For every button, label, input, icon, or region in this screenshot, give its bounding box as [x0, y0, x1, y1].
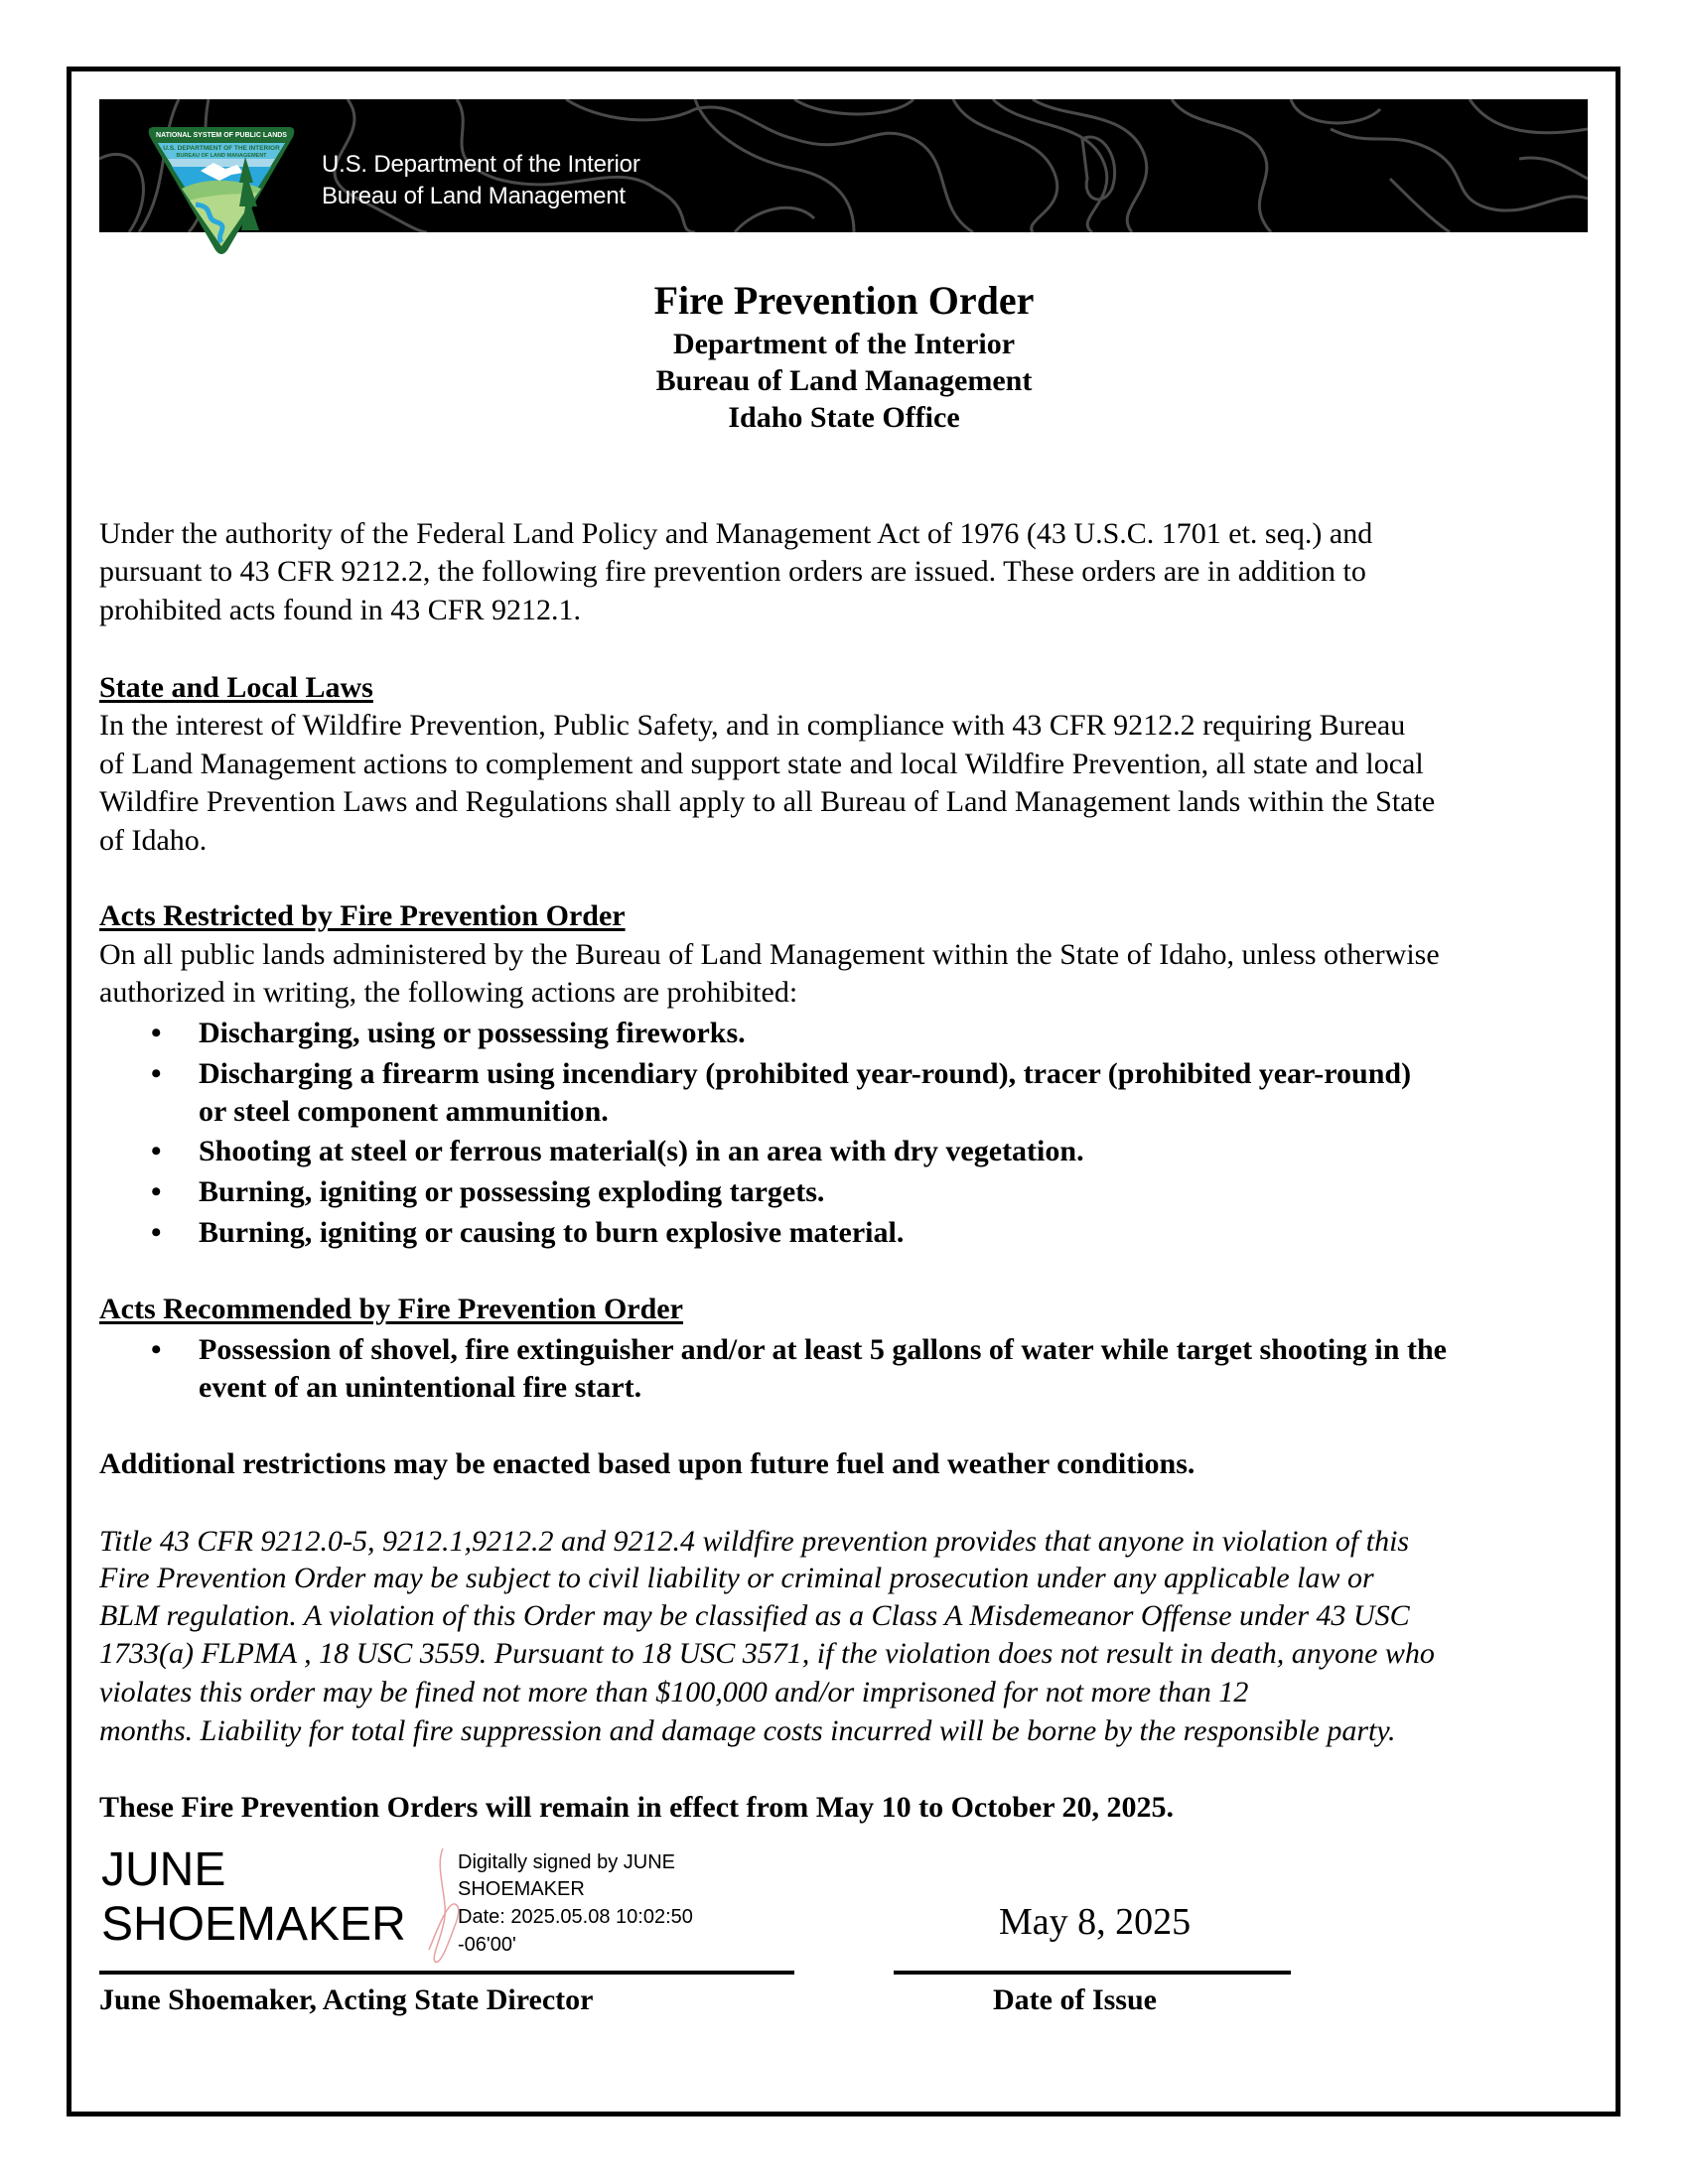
section-heading-state-local: State and Local Laws	[99, 671, 373, 704]
bullet-icon: •	[151, 1135, 162, 1167]
penalty-line: 1733(a) FLPMA , 18 USC 3559. Pursuant to 18 USC 3571, if the violation does not result in death, anyone who	[99, 1637, 1435, 1670]
agency-banner	[99, 99, 1588, 232]
additional-restrictions-note: Additional restrictions may be enacted based upon future fuel and weather conditions.	[99, 1447, 1196, 1480]
banner-bureau-text: Bureau of Land Management	[322, 183, 626, 209]
blm-logo-icon	[146, 123, 297, 257]
digital-signature-line: Digitally signed by JUNE	[458, 1851, 675, 1873]
bullet-icon: •	[151, 1333, 162, 1366]
signature-name-first: JUNE	[101, 1843, 226, 1896]
state-local-line: of Land Management actions to complement and support state and local Wildfire Prevention, all state and local	[99, 748, 1424, 780]
restricted-item: Discharging, using or possessing fireworks.	[199, 1017, 746, 1049]
state-local-line: Wildfire Prevention Laws and Regulations shall apply to all Bureau of Land Management lands within the State	[99, 785, 1436, 818]
recommended-item: Possession of shovel, fire extinguisher and/or at least 5 gallons of water while target shooting in the	[199, 1333, 1447, 1366]
penalty-line: Fire Prevention Order may be subject to civil liability or criminal prosecution under any applicable law or	[99, 1562, 1374, 1594]
date-rule	[894, 1971, 1291, 1975]
section-heading-recommended: Acts Recommended by Fire Prevention Order	[99, 1293, 683, 1325]
intro-line: prohibited acts found in 43 CFR 9212.1.	[99, 594, 581, 626]
digital-signature-timezone: -06'00'	[458, 1934, 516, 1956]
subtitle-department: Department of the Interior	[672, 328, 1016, 360]
bullet-icon: •	[151, 1017, 162, 1049]
document-title: Fire Prevention Order	[653, 278, 1035, 323]
restricted-item-continued: or steel component ammunition.	[199, 1095, 609, 1128]
subtitle-office: Idaho State Office	[728, 401, 960, 434]
restricted-intro-line: authorized in writing, the following actions are prohibited:	[99, 976, 798, 1009]
date-of-issue-value: May 8, 2025	[999, 1901, 1192, 1943]
effective-dates: These Fire Prevention Orders will remain in effect from May 10 to October 20, 2025.	[99, 1791, 1174, 1824]
signature-rule	[99, 1971, 794, 1975]
penalty-line: violates this order may be fined not more than $100,000 and/or imprisoned for not more than 12	[99, 1676, 1249, 1708]
restricted-item: Discharging a firearm using incendiary (prohibited year-round), tracer (prohibited year-round)	[199, 1057, 1412, 1090]
state-local-line: In the interest of Wildfire Prevention, Public Safety, and in compliance with 43 CFR 9212.2 requiring Bureau	[99, 709, 1406, 742]
signatory-caption: June Shoemaker, Acting State Director	[99, 1983, 594, 2016]
bullet-icon: •	[151, 1057, 162, 1090]
subtitle-bureau: Bureau of Land Management	[655, 364, 1033, 397]
digital-signature-line: SHOEMAKER	[458, 1878, 585, 1900]
restricted-intro-line: On all public lands administered by the Bureau of Land Management within the State of Idaho, unless otherwise	[99, 938, 1440, 971]
penalty-line: Title 43 CFR 9212.0-5, 9212.1,9212.2 and 9212.4 wildfire prevention provides that anyone in violation of this	[99, 1525, 1410, 1558]
banner-department-text: U.S. Department of the Interior	[322, 151, 640, 178]
restricted-item: Burning, igniting or causing to burn explosive material.	[199, 1216, 905, 1249]
logo-bureau-text: BUREAU OF LAND MANAGEMENT	[176, 153, 267, 159]
penalty-line: BLM regulation. A violation of this Order may be classified as a Class A Misdemeanor Offense under 43 USC	[99, 1599, 1410, 1632]
restricted-item: Burning, igniting or possessing exploding targets.	[199, 1175, 825, 1208]
signature-name-last: SHOEMAKER	[101, 1898, 406, 1951]
logo-department-text: U.S. DEPARTMENT OF THE INTERIOR	[163, 145, 280, 152]
bullet-icon: •	[151, 1216, 162, 1249]
bullet-icon: •	[151, 1175, 162, 1208]
digital-signature-date: Date: 2025.05.08 10:02:50	[458, 1906, 693, 1928]
state-local-line: of Idaho.	[99, 824, 208, 857]
logo-top-text: NATIONAL SYSTEM OF PUBLIC LANDS	[156, 132, 287, 139]
intro-line: Under the authority of the Federal Land Policy and Management Act of 1976 (43 U.S.C. 1701 et. seq.) and	[99, 517, 1373, 550]
intro-line: pursuant to 43 CFR 9212.2, the following fire prevention orders are issued. These orders are in addition to	[99, 555, 1366, 588]
restricted-item: Shooting at steel or ferrous material(s) in an area with dry vegetation.	[199, 1135, 1084, 1167]
recommended-item-continued: event of an unintentional fire start.	[199, 1371, 642, 1404]
date-of-issue-caption: Date of Issue	[993, 1983, 1157, 2016]
section-heading-restricted: Acts Restricted by Fire Prevention Order	[99, 899, 626, 932]
penalty-line: months. Liability for total fire suppression and damage costs incurred will be borne by the responsible party.	[99, 1714, 1396, 1747]
